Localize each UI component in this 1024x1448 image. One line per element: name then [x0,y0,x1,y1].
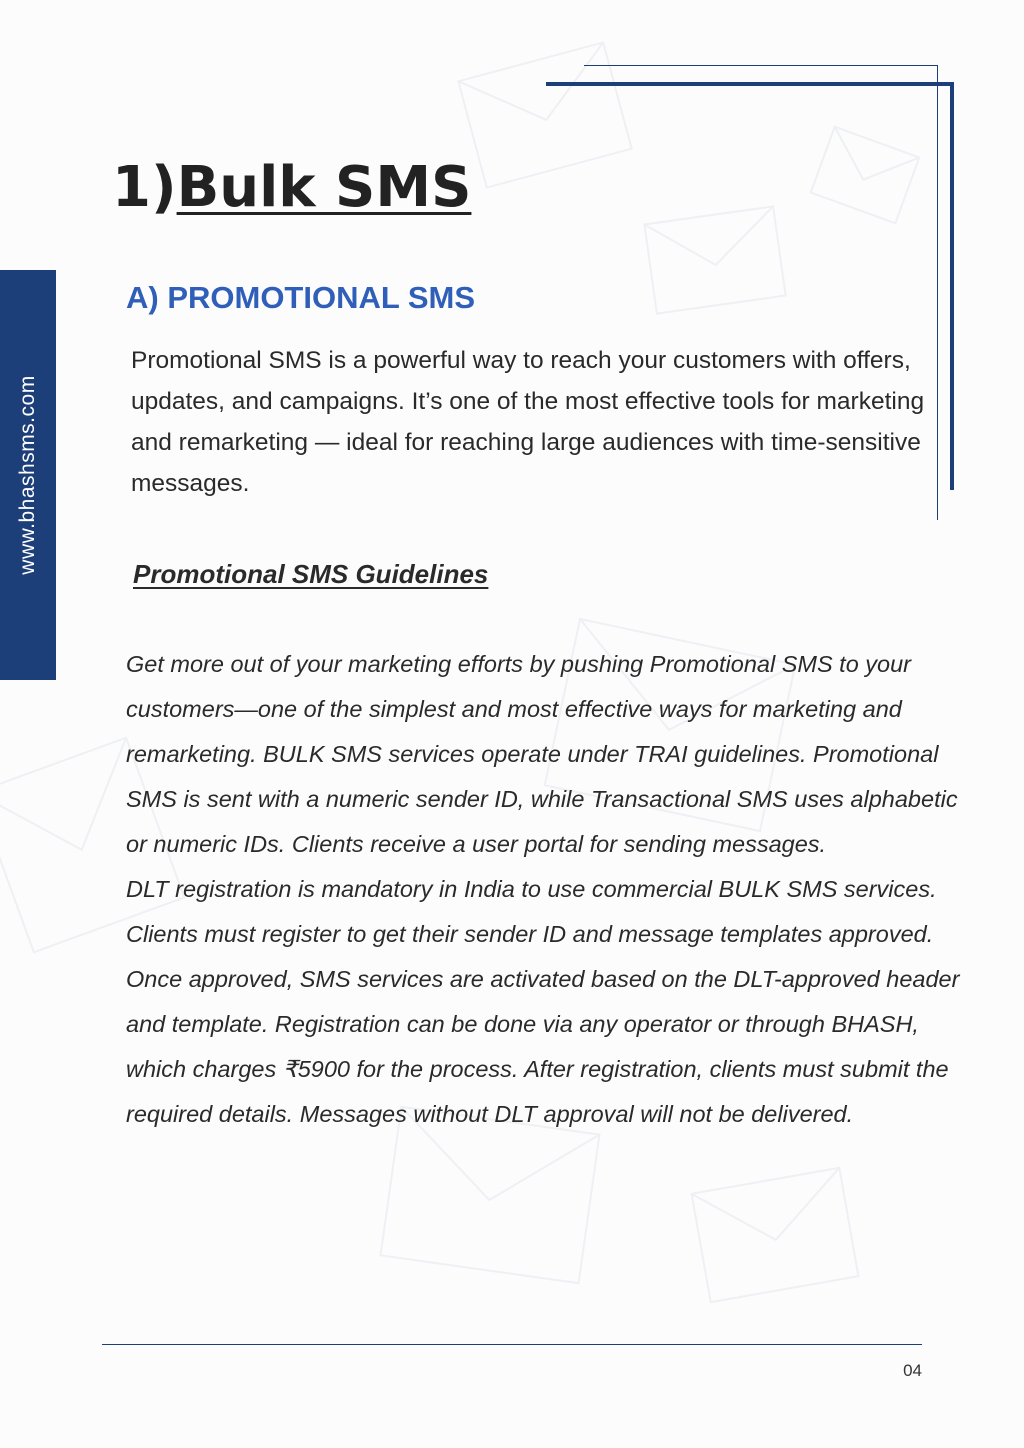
page-number: 04 [903,1361,922,1380]
frame-thick-top-line [546,82,954,86]
envelope-icon [644,206,785,313]
page-title [112,152,471,224]
envelope-icon [692,1168,859,1302]
guidelines-heading: Promotional SMS Guidelines [133,559,489,589]
guidelines-paragraph: DLT registration is mandatory in India to use commercial BULK SMS services. Clients must register to get their sender ID and message templates approved. Once approved, SMS services are activated based on the DLT-approved header and template. Registration can be done via any operator or through BHASH, which charges ₹5900 for the process. After registration, clients must submit the required details. Messages without DLT approval will not be delivered. [126,876,960,1127]
guidelines-paragraph: Get more out of your marketing efforts by pushing Promotional SMS to your customers—one of the simplest and most effective ways for marketing and remarketing. BULK SMS services operate under TRAI guidelines. Promotional SMS is sent with a numeric sender ID, while Transactional SMS uses alphabetic or numeric IDs. Clients receive a user portal for sending messages. [126,651,958,857]
section-heading: A) PROMOTIONAL SMS [126,280,476,315]
envelope-icon [811,127,920,224]
guidelines-body [126,642,966,1137]
footer-divider [102,1344,922,1345]
frame-thick-right-line [950,82,954,490]
title-text: Bulk SMS [176,155,472,220]
title-number: 1) [112,155,177,220]
intro-paragraph: Promotional SMS is a powerful way to reach your customers with offers, updates, and campaigns. It’s one of the most effective tools for marketing and remarketing — ideal for reaching large audiences with time-sensitive messages. [131,347,925,497]
frame-thin-top-line [584,65,938,66]
website-url-label: www.bhashsms.com [16,375,39,575]
